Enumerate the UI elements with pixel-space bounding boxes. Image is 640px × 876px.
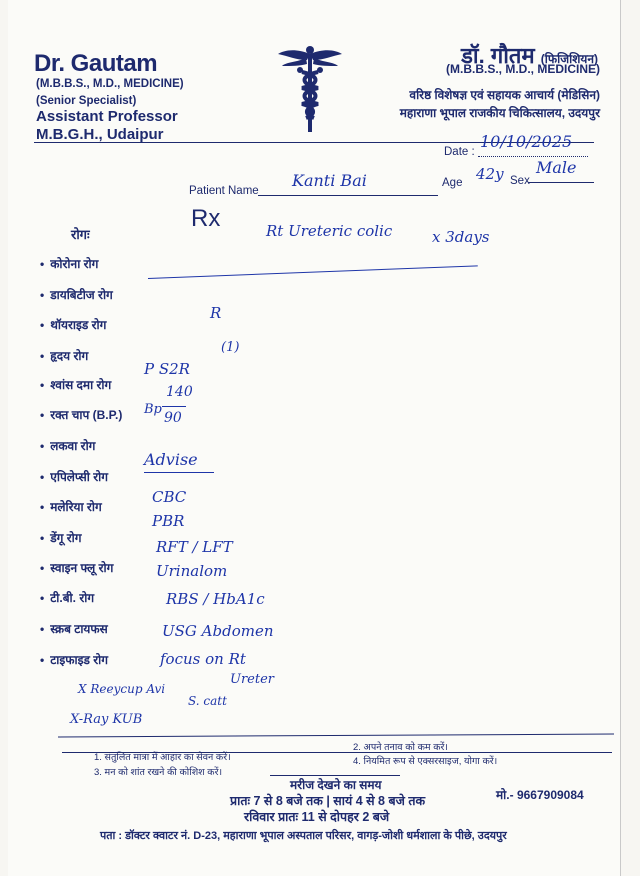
disease-item: • एपिलेप्सी रोग <box>40 468 108 485</box>
rs-note: P S2R <box>144 360 190 378</box>
bp-divider <box>162 406 186 407</box>
patient-name-label: Patient Name <box>189 185 259 197</box>
doctor-name-hi-text: डॉ. गौतम <box>461 43 535 68</box>
disease-item: • डायबिटीज रोग <box>40 286 113 303</box>
test-item: RFT / LFT <box>156 538 233 556</box>
disease-item: • स्क्रब टायफस <box>40 620 108 637</box>
doctor-degrees-en: (M.B.B.S., M.D., MEDICINE) <box>36 78 184 90</box>
test-item: RBS / HbA1c <box>166 590 265 608</box>
caduceus-icon <box>276 44 344 134</box>
disease-item: • टी.बी. रोग <box>40 589 94 606</box>
xray-note-1: X Reeycup Avi <box>78 682 166 696</box>
disease-item: • श्वांस दमा रोग <box>40 376 111 393</box>
test-item: CBC <box>152 488 187 506</box>
doctor-name-en: Dr. Gautam <box>34 50 158 77</box>
timing-sunday: रविवार प्रातः 11 से दोपहर 2 बजे <box>244 810 390 824</box>
disease-item: • कोरोना रोग <box>40 255 98 272</box>
advice-item: 1. संतुलित मात्रा में आहार का सेवन करें। <box>94 752 231 763</box>
advise-text: Advise <box>144 450 198 469</box>
mobile-number: मो.- 9667909084 <box>496 788 584 802</box>
patient-name-value: Kanti Bai <box>292 171 367 190</box>
sex-line <box>528 182 594 183</box>
scath-note: S. catt <box>188 694 227 708</box>
xray-note-2: X-Ray KUB <box>70 712 143 727</box>
patient-name-line <box>258 195 438 196</box>
test-item: PBR <box>152 512 185 530</box>
clinic-address: पता : डॉक्टर क्वाटर नं. D-23, महाराणा भूपाल अस्पताल परिसर, वागड़-जोशी धर्मशाला के पीछे, उदयपुर <box>100 830 507 842</box>
timing-weekday: प्रातः 7 से 8 बजे तक | सायं 4 से 8 बजे तक <box>230 794 426 808</box>
advise-underline <box>144 472 214 473</box>
disease-item: • टाइफाइड रोग <box>40 651 108 668</box>
date-line <box>478 156 588 157</box>
bp-systolic: 140 <box>166 384 193 400</box>
ureter-text: Ureter <box>230 672 274 687</box>
doctor-title-en: (Senior Specialist) <box>36 95 137 107</box>
sex-label: Sex <box>510 175 530 187</box>
disease-item: • लकवा रोग <box>40 437 95 454</box>
diagnosis-text: Rt Ureteric colic <box>266 222 393 240</box>
rx-label: Rx <box>191 205 221 232</box>
rx-number: (1) <box>221 340 240 355</box>
rog-heading: रोगः <box>71 227 90 242</box>
advice-item: 4. नियमित रूप से एक्सरसाइज, योगा करें। <box>353 756 498 767</box>
test-item: Urinalom <box>156 562 228 580</box>
doctor-position-en: Assistant Professor <box>36 108 178 125</box>
disease-item: • थॉयराइड रोग <box>40 316 106 333</box>
bp-diastolic: 90 <box>164 410 182 426</box>
doctor-degrees-hi: (M.B.B.S., M.D., MEDICINE) <box>446 62 600 76</box>
disease-item: • हृदय रोग <box>40 347 88 364</box>
bp-prefix: Bp <box>144 402 162 417</box>
doctor-role-hi: (फिजिशियन) <box>540 52 598 66</box>
age-value: 42y <box>476 165 504 183</box>
disease-item: • स्वाइन फ्लू रोग <box>40 559 113 576</box>
date-label: Date : <box>444 146 475 158</box>
disease-item: • रक्त चाप (B.P.) <box>40 406 122 423</box>
disease-item: • मलेरिया रोग <box>40 498 102 515</box>
doctor-hospital-hi: महाराणा भूपाल राजकीय चिकित्सालय, उदयपुर <box>399 106 600 120</box>
advice-item: 2. अपने तनाव को कम करें। <box>353 742 448 753</box>
disease-item: • डेंगू रोग <box>40 529 82 546</box>
duration-text: x 3days <box>432 228 490 246</box>
footer-top-line <box>58 734 614 738</box>
test-item: USG Abdomen <box>162 622 274 640</box>
rx-mark: R <box>210 304 222 322</box>
doctor-hospital-en: M.B.G.H., Udaipur <box>36 126 164 143</box>
sex-value: Male <box>536 158 577 177</box>
diagnosis-underline <box>148 265 478 279</box>
advice-item: 3. मन को शांत रखने की कोशिश करें। <box>94 767 223 778</box>
age-label: Age <box>442 177 463 189</box>
test-item: focus on Rt <box>160 650 246 668</box>
timing-heading: मरीज देखने का समय <box>290 778 382 792</box>
doctor-title-hi: वरिष्ठ विशेषज्ञ एवं सहायक आचार्य (मेडिसिन) <box>409 88 600 102</box>
prescription-page <box>8 0 621 876</box>
date-value: 10/10/2025 <box>480 132 573 151</box>
